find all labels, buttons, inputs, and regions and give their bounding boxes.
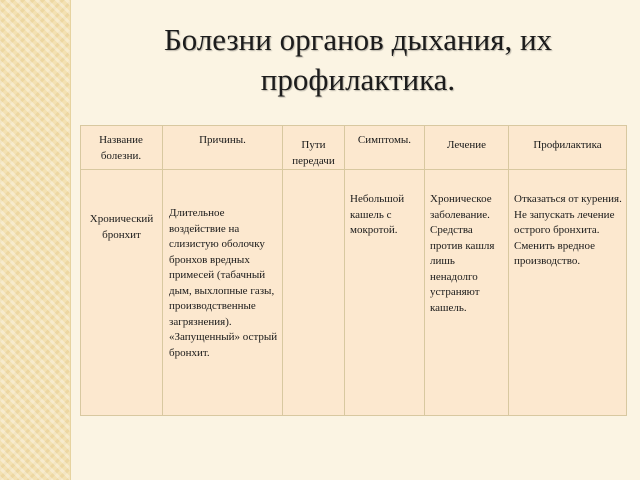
header-symptoms-text: Симптомы. <box>357 134 412 146</box>
header-transmission-text: Пути передачи <box>292 139 335 167</box>
cell-treatment-text: Хроническое заболевание. Средства против кашля лишь ненадолго устраняют кашель. <box>430 193 495 314</box>
header-causes <box>163 126 283 170</box>
cell-disease-text: Хронический бронхит <box>89 213 154 241</box>
cell-transmission <box>283 170 345 416</box>
header-disease-name-text: Название болезни. <box>99 134 143 162</box>
cell-symptoms-text: Небольшой кашель с мокротой. <box>350 193 405 236</box>
header-causes-text: Причины. <box>199 134 246 146</box>
cell-treatment <box>425 170 509 416</box>
header-treatment <box>425 126 509 170</box>
table-header-row <box>81 126 627 170</box>
cell-prevention <box>509 170 627 416</box>
header-transmission <box>283 126 345 170</box>
table-row <box>81 170 627 416</box>
cell-disease <box>81 170 163 416</box>
page-title <box>80 20 636 100</box>
title-line-2: профилактика. <box>260 62 456 97</box>
decorative-side-strip <box>0 0 71 480</box>
title-line-1: Болезни органов дыхания, их <box>163 22 553 57</box>
cell-causes-text: Длительное воздействие на слизистую оболочку бронхов вредных примесей (табачный дым, выхлопные газы, производственные загрязнения). «Запущенный» острый бронхит. <box>169 207 278 359</box>
disease-table <box>80 125 627 416</box>
header-prevention <box>509 126 627 170</box>
cell-causes <box>163 170 283 416</box>
cell-prevention-text: Отказаться от курения. Не запускать лечение острого бронхита. Сменить вредное производство. <box>514 193 622 267</box>
cell-symptoms <box>345 170 425 416</box>
header-prevention-text: Профилактика <box>533 139 602 151</box>
header-treatment-text: Лечение <box>446 139 487 151</box>
header-disease-name <box>81 126 163 170</box>
header-symptoms <box>345 126 425 170</box>
